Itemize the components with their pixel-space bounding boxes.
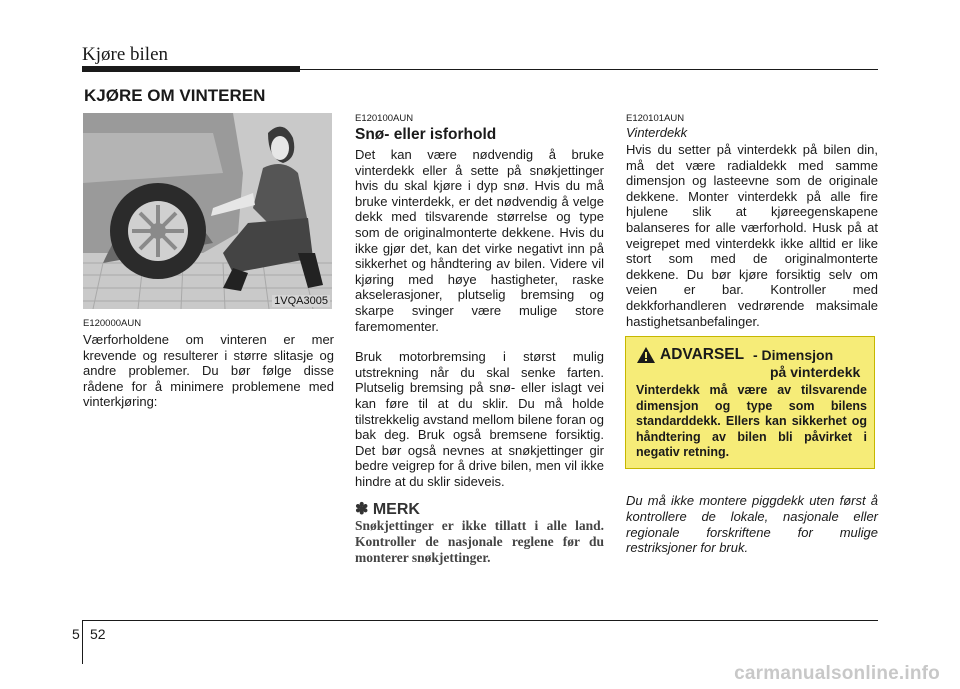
section-code: E120101AUN: [626, 113, 685, 124]
winter-tire-illustration: [83, 113, 332, 309]
snow-ice-paragraph-1: Det kan være nødvendig å bruke vinterdekk eller å sette på snøkjettinger hvis du skal kjøre i dyp snø. Hvis du må bruke vinterdekk, er det nødvendig å velge dekk med tilsvarende størrelse og type som de originalmonterte dekkene. Hvis du ikke gjør det, kan det virke negativt inn på sikkerhet og håndtering av bilen. Videre vil kjøring med høye hastigheter, raske akselerasjoner, plutselig bremsing og skarpe svinger være mulige store faremomenter.: [355, 147, 604, 334]
warning-label: ADVARSEL: [660, 346, 745, 363]
chapter-number: 5: [72, 626, 80, 642]
warning-text: Vinterdekk må være av tilsvarende dimensjon og type som bilens standarddekk. Ellers kan sikkerhet og håndtering av bilen bli påvirket i negativ retning.: [636, 383, 867, 459]
woman-checking-tire-image: [83, 113, 332, 309]
header-rule: [300, 69, 878, 70]
snow-ice-paragraph-2: Bruk motorbremsing i størst mulig utstrekning når du skal senke farten. Plutselig bremsing på snø- eller islagt vei kan føre til at du sklir. Du må holde tilstrekkelig avstand mellom bilene foran og bak deg. Bruk også bremsene forsiktig. Det bør også nevnes at snøkjettinger gir bedre veigrep for å drive bilen, men vil ikke hindre at du sklir sideveis.: [355, 349, 604, 489]
warning-title-line-1: - Dimensjon: [753, 347, 834, 363]
footer-divider: [82, 620, 83, 664]
intro-paragraph: [83, 332, 334, 410]
intro-text: Værforholdene om vinteren er mer krevende og resulterer i større slitasje og andre problemer. Du bør følge disse rådene for å minimere problemene med vinterkjøring:: [83, 332, 334, 410]
footer-rule: [82, 620, 878, 621]
snow-ice-heading: Snø- eller isforhold: [355, 126, 497, 143]
studded-tires-paragraph: Du må ikke montere piggdekk uten først å kontrollere de lokale, nasjonale eller regionale forskriftene for mulige restriksjoner for bruk.: [626, 493, 878, 556]
header-bar: [82, 66, 300, 72]
note-text: Snøkjettinger er ikke tillatt i alle land. Kontroller de nasjonale reglene før du monterer snøkjettinger.: [355, 518, 604, 565]
section-code: E120100AUN: [355, 113, 414, 124]
watermark: carmanualsonline.info: [734, 663, 940, 684]
page-number: 52: [90, 626, 106, 642]
page-header-title: Kjøre bilen: [82, 44, 169, 65]
snow-ice-section: [355, 147, 604, 489]
section-code: E120000AUN: [83, 318, 142, 329]
warning-title-line-2: på vinterdekk: [770, 364, 861, 380]
winter-tires-paragraph: Hvis du setter på vinterdekk på bilen din, må det være radialdekk med samme dimensjon og lasteevne som de originale dekkene. Monter vinterdekk på alle fire hjulene slik at kjøreegenskapene balanseres for alle værforhold. Husk på at veigrepet med vinterdekk ikke alltid er like stort som med de originalmonterte dekkene. Du bør kjøre forsiktig selv om veien er bar. Kontroller med dekkforhandleren vedrørende maksimale hastighetsanbefalinger.: [626, 142, 878, 329]
section-title: KJØRE OM VINTEREN: [84, 86, 266, 105]
note-heading: ✽ MERK: [355, 501, 420, 518]
winter-tires-subheading: Vinterdekk: [626, 125, 688, 140]
warning-box: [625, 336, 875, 469]
warning-triangle-icon: [637, 347, 655, 368]
illustration-code: 1VQA3005: [274, 295, 328, 307]
